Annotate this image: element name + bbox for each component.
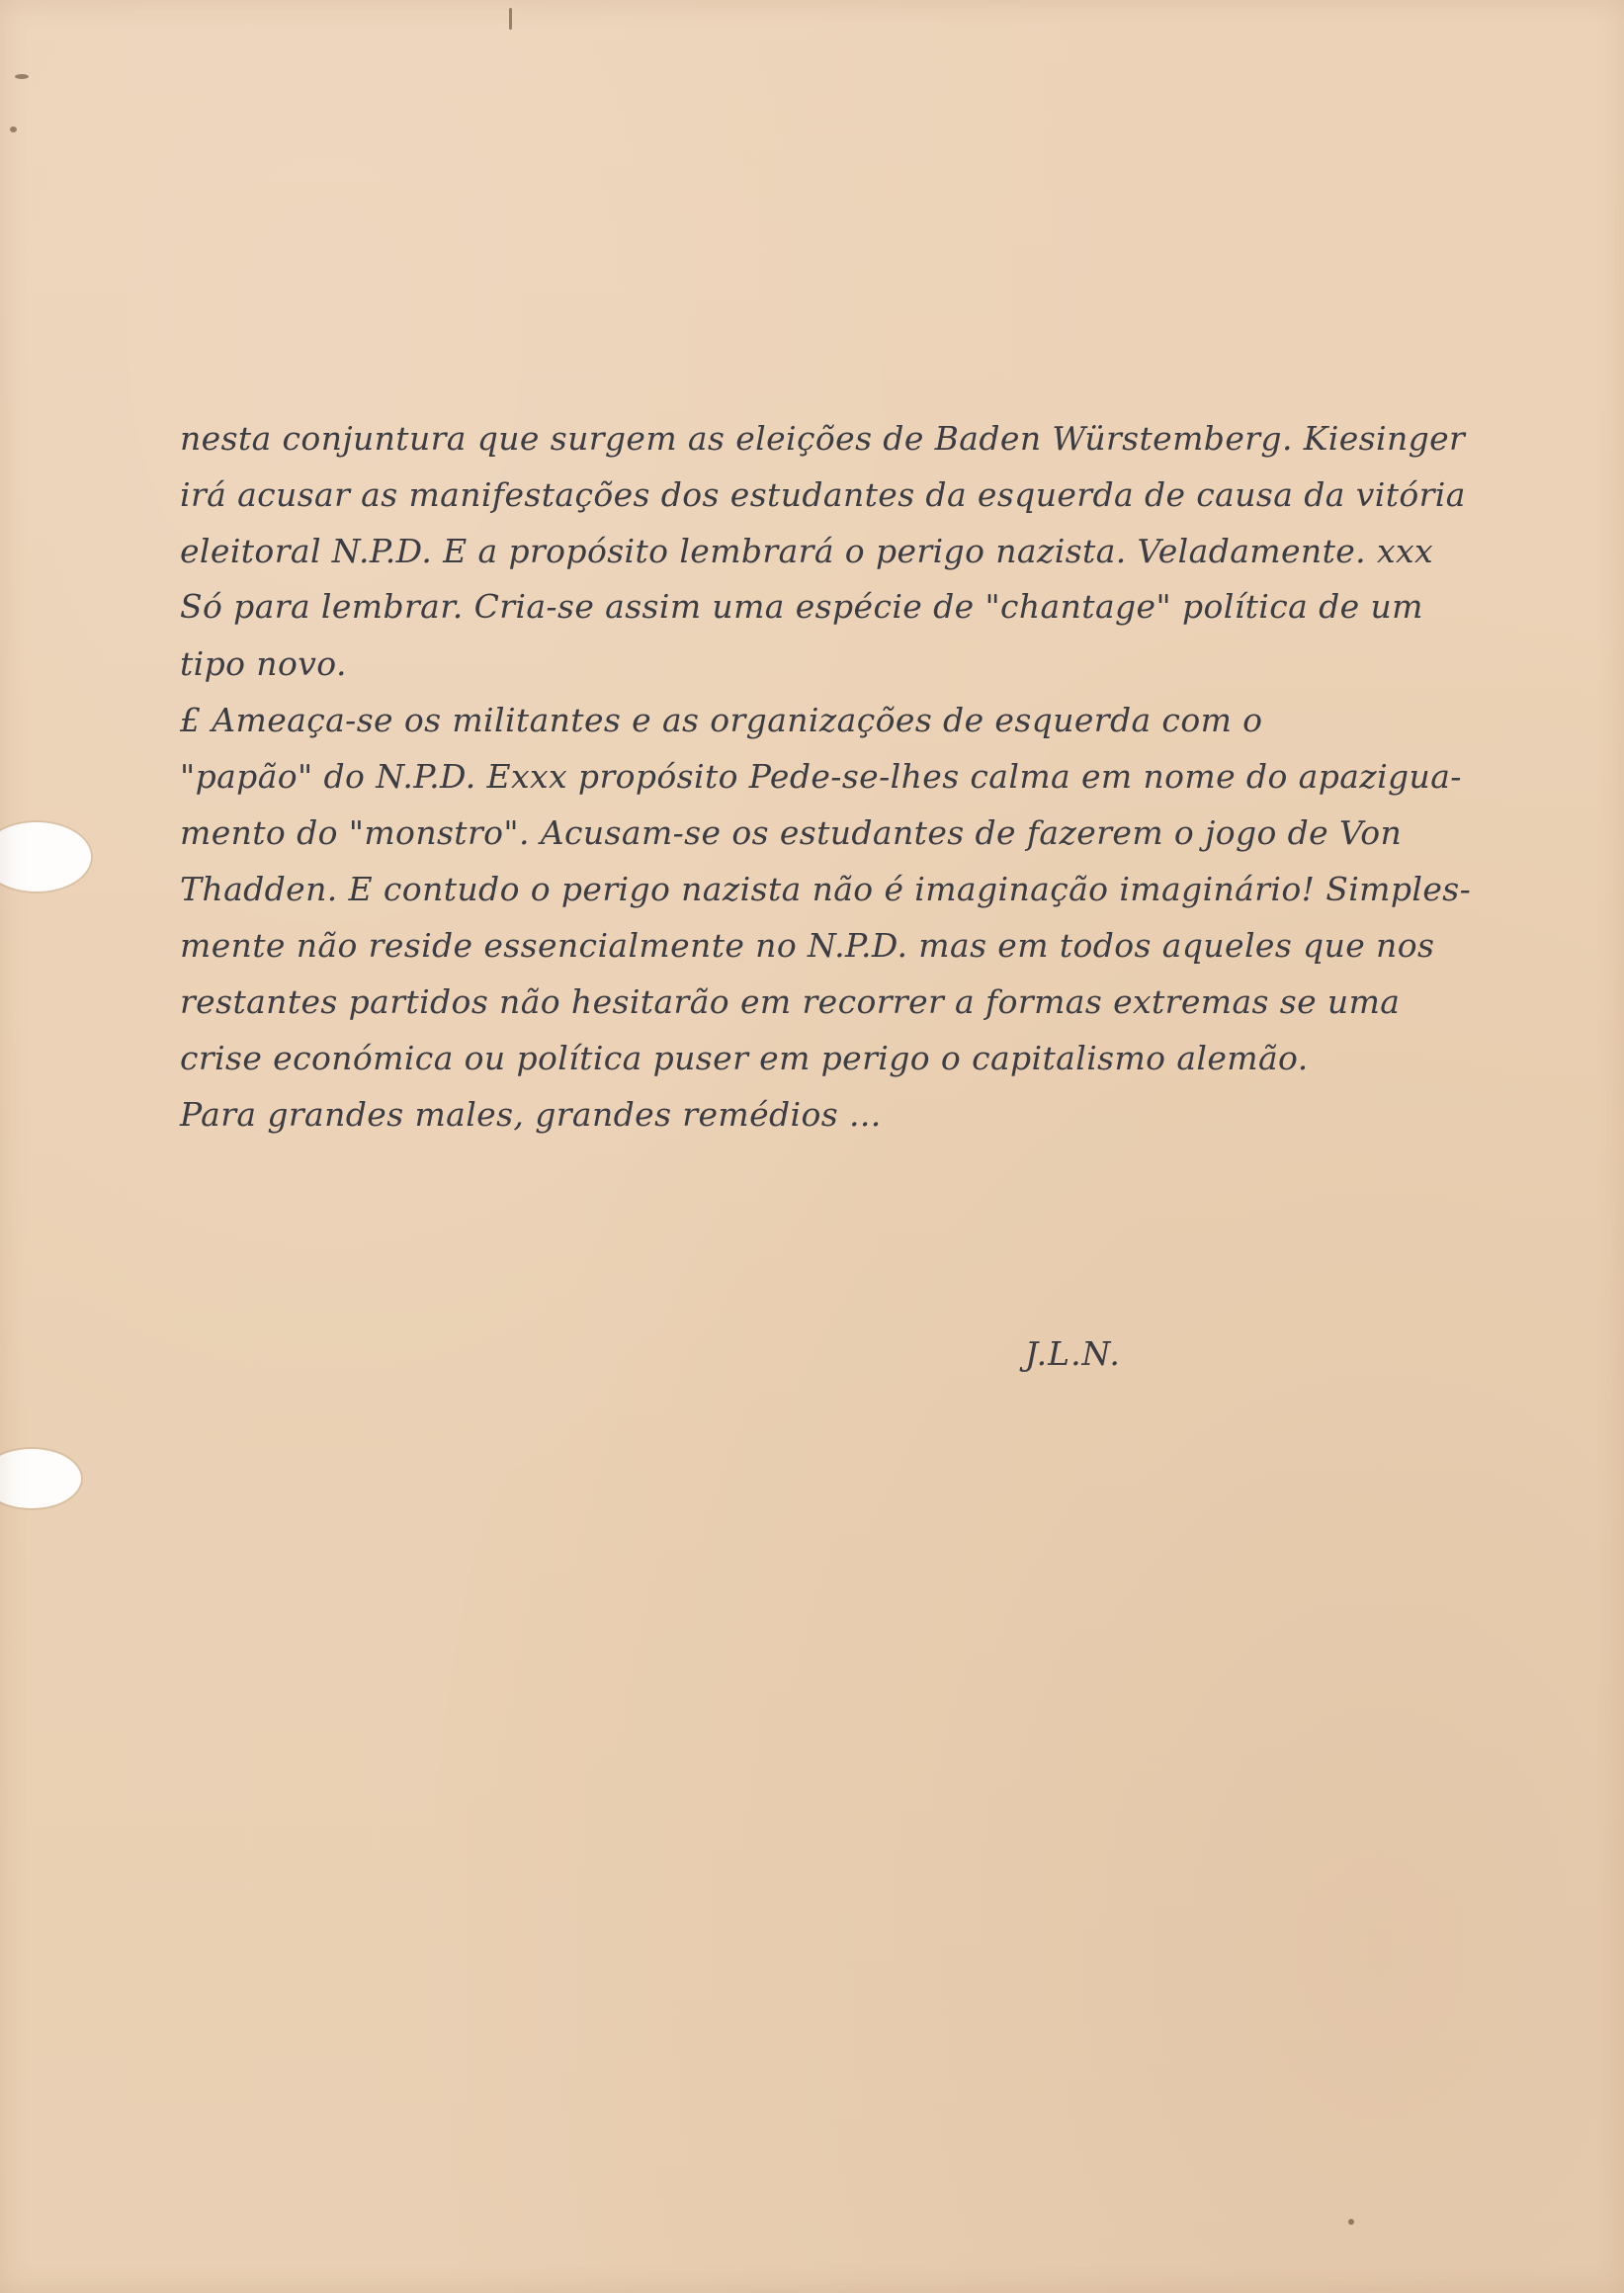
signature-initials: J.L.N.: [1025, 1334, 1121, 1373]
paper-speck: [10, 127, 17, 132]
text-line: crise económica ou política puser em perigo o capitalismo alemão.: [180, 1039, 1309, 1077]
text-line: Para grandes males, grandes remédios ...: [180, 1095, 882, 1134]
text-line: irá acusar as manifestações dos estudantes da esquerda de causa da vitória: [180, 475, 1466, 514]
text-line: Thadden. E contudo o perigo nazista não é imaginação imaginário! Simples-: [180, 870, 1472, 908]
text-line: mente não reside essencialmente no N.P.D. mas em todos aqueles que nos: [180, 926, 1435, 965]
punch-hole: [0, 822, 91, 892]
paper-speck: [15, 74, 29, 79]
text-line: Só para lembrar. Cria-se assim uma espécie de "chantage" política de um: [180, 587, 1423, 626]
text-line: mento do "monstro". Acusam-se os estudantes de fazerem o jogo de Von: [180, 813, 1403, 852]
text-line: "papão" do N.P.D. Exxx propósito Pede-se-lhes calma em nome do apazigua-: [180, 757, 1462, 796]
text-line: restantes partidos não hesitarão em recorrer a formas extremas se uma: [180, 982, 1401, 1021]
text-line: nesta conjuntura que surgem as eleições de Baden Würstemberg. Kiesinger: [180, 419, 1466, 458]
punch-hole: [0, 1449, 81, 1508]
text-line: eleitoral N.P.D. E a propósito lembrará o perigo nazista. Veladamente. xxx: [180, 532, 1433, 570]
text-line: tipo novo.: [180, 644, 347, 683]
text-line: £ Ameaça-se os militantes e as organizações de esquerda com o: [180, 701, 1263, 739]
paper-speck: [509, 8, 512, 30]
paper-speck: [1348, 2219, 1354, 2225]
